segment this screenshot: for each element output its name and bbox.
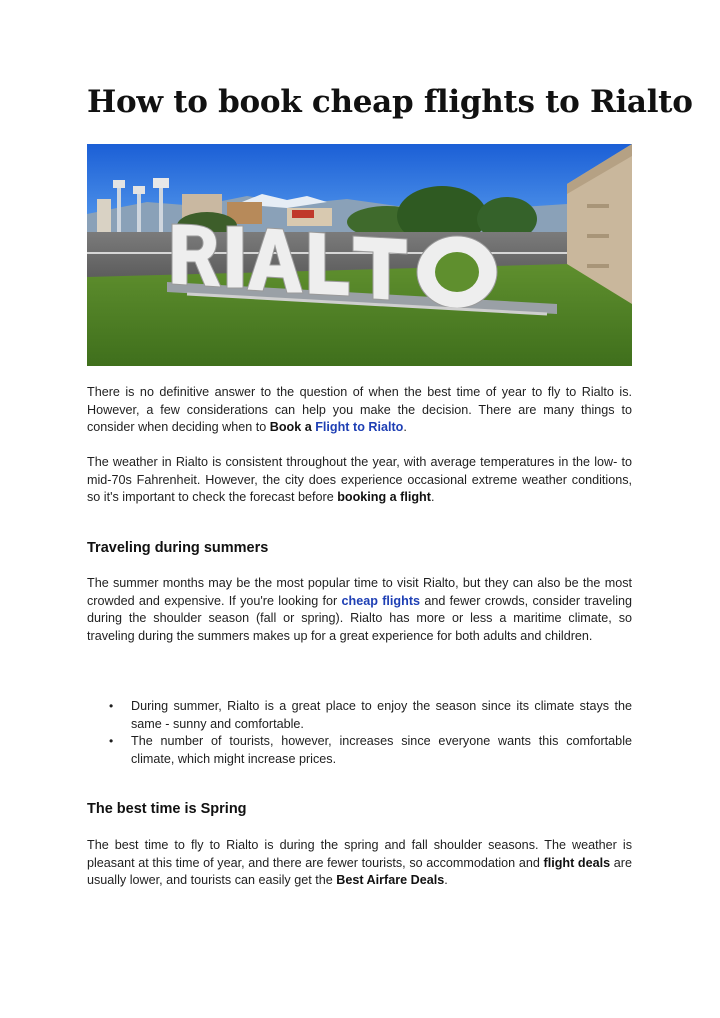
spring-p-text2: are usually lower, and tourists can easily get the [87,855,632,887]
bullet-icon: • [109,699,114,713]
cheap-flights-link[interactable]: cheap flights [341,593,421,608]
intro-paragraph-2 [87,454,632,507]
flight-to-rialto-link[interactable]: Flight to Rialto [315,420,404,434]
spring-p-text1: The best time to fly to Rialto is during the spring and fall shoulder seasons. The weather is pleasant at this time of year, and there are fewer tourists, so accommodation and [87,838,632,870]
hero-image [87,144,632,366]
bullet-text: The number of tourists, however, increases since everyone wants this comfortable climate, which might increase prices. [131,734,632,766]
spring-paragraph [87,837,632,890]
intro-p2-text: The weather in Rialto is consistent throughout the year, with average temperatures in the low- to mid-70s Fahrenheit. However, the city does experience occasional extreme weather conditions, so it's important to check the forecast before [87,455,632,504]
rialto-sign-photo [87,144,632,366]
intro-p1-bold: Book a [269,420,316,434]
page-title: How to book cheap flights to Rialto [87,84,693,120]
list-item [87,733,632,768]
intro-p2-end: . [430,490,435,504]
spring-heading: The best time is Spring [87,801,247,817]
summers-p-text2: and fewer crowds, consider traveling during the shoulder season (fall or spring). Rialto has more or less a maritime climate, so traveling during the summers makes up for a great experience for both adults and children. [87,593,633,643]
summers-p-text1: The summer months may be the most popular time to visit Rialto, but they can also be the most crowded and expensive. If you're looking for [87,576,632,608]
intro-paragraph-1 [87,384,632,437]
bullet-text: During summer, Rialto is a great place to enjoy the season since its climate stays the same - sunny and comfortable. [131,699,632,731]
summers-paragraph [87,575,632,645]
intro-p1-end: . [403,420,407,434]
summers-heading: Traveling during summers [87,540,269,556]
bullet-icon: • [109,734,114,748]
intro-p2-bold: booking a flight [337,490,431,504]
intro-p1-text: There is no definitive answer to the question of when the best time of year to fly to Rialto is. However, a few considerations can help you make the decision. There are many things to consider when deciding when to [87,385,632,434]
spring-p-end: . [444,873,448,887]
summers-bullet-list [87,698,632,768]
spring-p-bold1: flight deals [543,855,611,870]
list-item [87,698,632,733]
spring-p-bold2: Best Airfare Deals [336,873,445,887]
